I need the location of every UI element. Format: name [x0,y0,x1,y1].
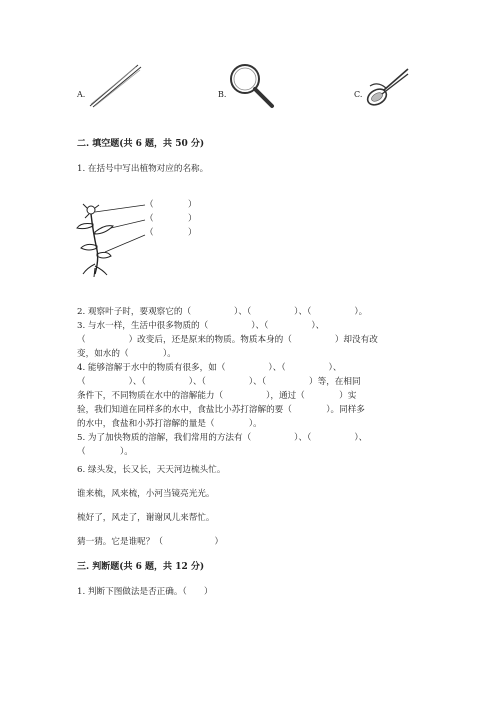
q6-poem-line-1: 6. 绿头发，长又长，天天河边梳头忙。 [77,465,226,475]
q3-line-3: 变，如水的（ ）。 [77,349,176,359]
q4-line-4: 验，我们知道在同样多的水中，食盐比小苏打溶解的要（ ）。同样多 [77,405,365,415]
q4-line-2: （ ）、（ ）、（ ）、（ ）等，在相同 [77,377,361,387]
option-c-label: C. [354,90,363,99]
q1-text: 1. 在括号中写出植物对应的名称。 [77,164,209,174]
section3-heading: 三. 判断题(共 6 题，共 12 分) [77,562,205,572]
s3-q1-text: 1. 判断下图做法是否正确。（ ） [77,587,213,597]
q3-line-1: 3. 与水一样，生活中很多物质的（ ）、（ ）、 [77,321,325,331]
q5-line-2: （ ）。 [77,447,133,457]
plant-blank-1[interactable]: （ ） [145,200,197,210]
q2-text: 2. 观察叶子时，要观察它的（ ）、（ ）、（ ）。 [77,307,368,317]
option-b-label: B. [218,90,227,99]
section2-heading: 二. 填空题(共 6 题，共 50 分) [77,139,205,149]
option-a-label: A. [77,90,86,99]
q6-ask: 猜一猜。它是谁呢？（ ） [77,537,224,547]
q4-line-1: 4. 能够溶解于水中的物质有很多，如（ ）、（ ）、 [77,363,342,373]
plant-blank-2[interactable]: （ ） [145,214,197,224]
q3-line-2: （ ）改变后，还是原来的物质。物质本身的（ ）却没有改 [77,335,378,345]
q4-line-5: 的水中，食盐和小苏打溶解的量是（ ）。 [77,419,262,429]
plant-blank-3[interactable]: （ ） [145,228,197,238]
magnifying-glass-icon [228,62,276,110]
q4-line-3: 条件下，不同物质在水中的溶解能力（ ），通过（ ）实 [77,391,357,401]
chopsticks-icon [88,62,144,108]
scissors-icon [364,66,410,108]
q5-line-1: 5. 为了加快物质的溶解，我们常用的方法有（ ）、（ ）、 [77,433,368,443]
plant-diagram-icon [75,202,155,277]
q6-poem-line-3: 梳好了，风走了，谢谢风儿来帮忙。 [77,513,215,523]
q6-poem-line-2: 谁来梳，风来梳，小河当镜亮光光。 [77,489,215,499]
